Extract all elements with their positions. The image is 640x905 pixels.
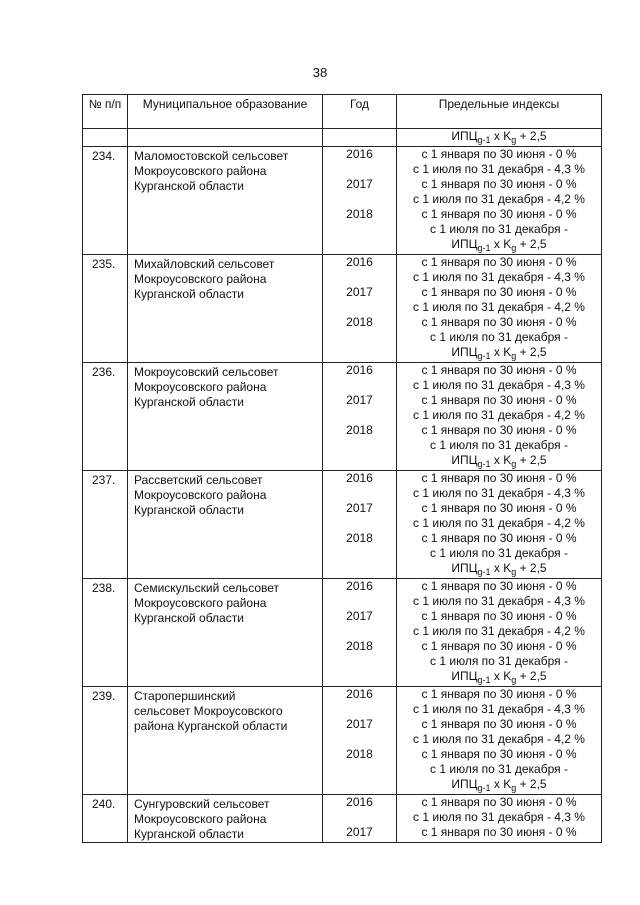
index-line: с 1 июля по 31 декабря - 4,2 % — [413, 732, 585, 746]
municipality-name-line: Старопершинский — [134, 689, 236, 703]
table-row — [83, 579, 602, 687]
index-line: с 1 июля по 31 декабря - 4,3 % — [413, 378, 585, 392]
years-cell — [323, 363, 397, 471]
table-row — [83, 147, 602, 255]
index-formula: $ИПЦ_{g-1}$ х $K_g + 2,5$ — [451, 129, 547, 145]
index-line: с 1 января по 30 июня - 0 % — [421, 639, 577, 653]
indices-table — [82, 94, 602, 843]
index-line: с 1 июля по 31 декабря - 4,3 % — [413, 270, 585, 284]
index-line: с 1 января по 30 июня - 0 % — [421, 609, 577, 623]
municipality-name-line: Мокроусовского района — [134, 380, 267, 394]
index-line: с 1 января по 30 июня - 0 % — [421, 825, 577, 839]
municipality-name-line: Сунгуровский сельсовет — [134, 797, 270, 811]
index-formula: $ИПЦ_{g-1}$ х $K_g + 2,5$ — [451, 453, 547, 469]
index-line: с 1 июля по 31 декабря - 4,3 % — [413, 702, 585, 716]
index-line: с 1 января по 30 июня - 0 % — [421, 795, 577, 809]
header-municipality: Муниципальное образование — [128, 95, 323, 129]
header-indices: Предельные индексы — [397, 95, 602, 129]
index-line: с 1 января по 30 июня - 0 % — [421, 177, 577, 191]
year-label: 2018 — [346, 207, 373, 221]
year-label: 2017 — [346, 285, 373, 299]
years-cell — [323, 471, 397, 579]
index-formula: $ИПЦ_{g-1}$ х $K_g + 2,5$ — [451, 777, 547, 793]
index-line: с 1 июля по 31 декабря - 4,3 % — [413, 594, 585, 608]
row-number: 239. — [83, 687, 128, 795]
municipality-name-line: Курганской области — [134, 503, 244, 517]
years-cell — [323, 687, 397, 795]
row-number: 238. — [83, 579, 128, 687]
municipality-name-line: Семискульский сельсовет — [134, 581, 280, 595]
index-line: с 1 января по 30 июня - 0 % — [421, 501, 577, 515]
index-line: с 1 января по 30 июня - 0 % — [421, 207, 577, 221]
municipality-name-line: Курганской области — [134, 395, 244, 409]
indices-cell — [397, 687, 602, 795]
index-line: с 1 июля по 31 декабря - 4,3 % — [413, 810, 585, 824]
table-header — [83, 95, 602, 129]
table-row — [83, 687, 602, 795]
index-formula: $ИПЦ_{g-1}$ х $K_g + 2,5$ — [451, 669, 547, 685]
municipality-name-line: Мокроусовского района — [134, 164, 267, 178]
indices-cell — [397, 147, 602, 255]
index-line: с 1 января по 30 июня - 0 % — [421, 315, 577, 329]
page-number: 38 — [312, 65, 328, 80]
header-num: № п/п — [83, 95, 128, 129]
index-formula: $ИПЦ_{g-1}$ х $K_g + 2,5$ — [451, 237, 547, 253]
indices-cell — [397, 255, 602, 363]
index-line: с 1 января по 30 июня - 0 % — [421, 393, 577, 407]
index-line: с 1 января по 30 июня - 0 % — [421, 717, 577, 731]
year-label: 2018 — [346, 315, 373, 329]
years-cell — [323, 579, 397, 687]
year-label: 2016 — [346, 687, 373, 701]
index-line: с 1 января по 30 июня - 0 % — [421, 147, 577, 161]
municipality-name — [128, 579, 323, 687]
municipality-name — [128, 147, 323, 255]
index-line: с 1 июля по 31 декабря - — [430, 546, 568, 560]
year-label: 2018 — [346, 747, 373, 761]
index-line: с 1 января по 30 июня - 0 % — [421, 363, 577, 377]
index-line: с 1 января по 30 июня - 0 % — [421, 687, 577, 701]
municipality-name-line: Мокроусовского района — [134, 812, 267, 826]
year-label: 2016 — [346, 795, 373, 809]
years-cell — [323, 255, 397, 363]
index-line: с 1 января по 30 июня - 0 % — [421, 423, 577, 437]
years-cell — [323, 795, 397, 843]
year-label: 2017 — [346, 177, 373, 191]
year-label: 2016 — [346, 363, 373, 377]
year-label: 2017 — [346, 609, 373, 623]
index-line: с 1 июля по 31 декабря - 4,3 % — [413, 162, 585, 176]
index-line: с 1 июля по 31 декабря - — [430, 222, 568, 236]
municipality-name — [128, 795, 323, 843]
year-label: 2018 — [346, 639, 373, 653]
indices-cell — [397, 471, 602, 579]
municipality-name-line: Курганской области — [134, 827, 244, 841]
municipality-name-line: Курганской области — [134, 287, 244, 301]
row-number: 234. — [83, 147, 128, 255]
year-label: 2016 — [346, 579, 373, 593]
index-line: с 1 января по 30 июня - 0 % — [421, 747, 577, 761]
row-number: 235. — [83, 255, 128, 363]
year-label: 2016 — [346, 147, 373, 161]
indices-cell — [397, 795, 602, 843]
year-label: 2016 — [346, 255, 373, 269]
index-formula: $ИПЦ_{g-1}$ х $K_g + 2,5$ — [451, 345, 547, 361]
index-line: с 1 июля по 31 декабря - 4,2 % — [413, 300, 585, 314]
municipality-name-line: Мокроусовского района — [134, 596, 267, 610]
year-label: 2018 — [346, 423, 373, 437]
index-line: с 1 января по 30 июня - 0 % — [421, 285, 577, 299]
table-row — [83, 363, 602, 471]
row-number: 240. — [83, 795, 128, 843]
municipality-name-line: Курганской области — [134, 179, 244, 193]
municipality-name — [128, 687, 323, 795]
index-line: с 1 января по 30 июня - 0 % — [421, 531, 577, 545]
index-line: с 1 июля по 31 декабря - 4,2 % — [413, 192, 585, 206]
municipality-name-line: Курганской области — [134, 611, 244, 625]
municipality-name — [128, 255, 323, 363]
table-row — [83, 255, 602, 363]
table-row — [83, 471, 602, 579]
index-line: с 1 июля по 31 декабря - — [430, 330, 568, 344]
year-label: 2017 — [346, 825, 373, 839]
index-line: с 1 июля по 31 декабря - 4,2 % — [413, 408, 585, 422]
index-line: с 1 июля по 31 декабря - — [430, 654, 568, 668]
index-line: с 1 июля по 31 декабря - — [430, 438, 568, 452]
index-line: с 1 июля по 31 декабря - — [430, 762, 568, 776]
year-label: 2017 — [346, 717, 373, 731]
municipality-name-line: района Курганской области — [134, 719, 288, 733]
municipality-name-line: Мокроусовского района — [134, 488, 267, 502]
year-label: 2017 — [346, 501, 373, 515]
index-line: с 1 января по 30 июня - 0 % — [421, 255, 577, 269]
header-year: Год — [323, 95, 397, 129]
index-formula: $ИПЦ_{g-1}$ х $K_g + 2,5$ — [451, 561, 547, 577]
municipality-name-line: сельсовет Мокроусовского — [134, 704, 283, 718]
table-row — [83, 795, 602, 843]
index-line: с 1 июля по 31 декабря - 4,3 % — [413, 486, 585, 500]
municipality-name-line: Мокроусовского района — [134, 272, 267, 286]
row-number: 236. — [83, 363, 128, 471]
index-line: с 1 января по 30 июня - 0 % — [421, 579, 577, 593]
municipality-name — [128, 471, 323, 579]
year-label: 2016 — [346, 471, 373, 485]
index-line: с 1 января по 30 июня - 0 % — [421, 471, 577, 485]
years-cell — [323, 147, 397, 255]
table-row-continuation — [83, 129, 602, 147]
municipality-name-line: Михайловский сельсовет — [134, 257, 275, 271]
row-number: 237. — [83, 471, 128, 579]
municipality-name — [128, 363, 323, 471]
municipality-name-line: Маломостовской сельсовет — [134, 149, 289, 163]
indices-cell — [397, 363, 602, 471]
year-label: 2018 — [346, 531, 373, 545]
municipality-name-line: Рассветский сельсовет — [134, 473, 263, 487]
index-line: с 1 июля по 31 декабря - 4,2 % — [413, 624, 585, 638]
municipality-name-line: Мокроусовский сельсовет — [134, 365, 279, 379]
year-label: 2017 — [346, 393, 373, 407]
indices-cell — [397, 579, 602, 687]
index-line: с 1 июля по 31 декабря - 4,2 % — [413, 516, 585, 530]
